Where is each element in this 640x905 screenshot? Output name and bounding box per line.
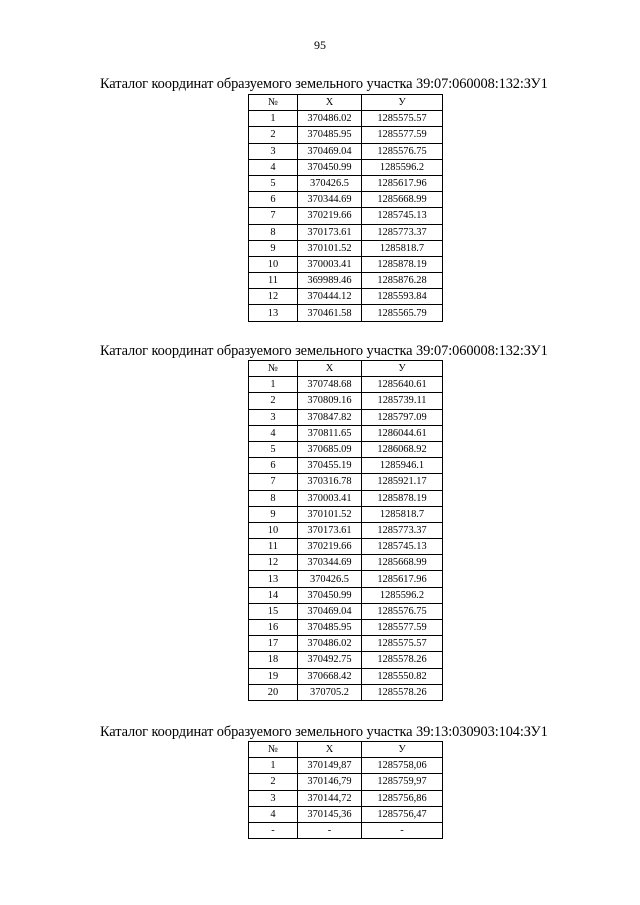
y-coordinate-cell: 1285756,47 bbox=[362, 806, 443, 822]
table-row bbox=[249, 143, 443, 159]
x-coordinate-cell: 370455.19 bbox=[298, 458, 362, 474]
table-header-row bbox=[249, 95, 443, 111]
y-coordinate-cell: 1285640.61 bbox=[362, 377, 443, 393]
table-row bbox=[249, 806, 443, 822]
x-coordinate-cell: 370461.58 bbox=[298, 305, 362, 321]
coordinates-table bbox=[248, 94, 443, 322]
y-coordinate-cell: 1285576.75 bbox=[362, 603, 443, 619]
y-coordinate-cell: 1285550.82 bbox=[362, 668, 443, 684]
point-number-cell: 9 bbox=[249, 240, 298, 256]
y-coordinate-cell: 1285578.26 bbox=[362, 684, 443, 700]
x-coordinate-cell: 370450.99 bbox=[298, 159, 362, 175]
y-coordinate-cell: 1285577.59 bbox=[362, 127, 443, 143]
x-coordinate-cell: 370146,79 bbox=[298, 774, 362, 790]
x-coordinate-cell: 369989.46 bbox=[298, 273, 362, 289]
x-coordinate-cell: - bbox=[298, 822, 362, 838]
table-row bbox=[249, 159, 443, 175]
point-number-cell: 1 bbox=[249, 111, 298, 127]
table-row bbox=[249, 474, 443, 490]
x-coordinate-cell: 370450.99 bbox=[298, 587, 362, 603]
y-coordinate-cell: 1285576.75 bbox=[362, 143, 443, 159]
x-coordinate-cell: 370173.61 bbox=[298, 522, 362, 538]
point-number-cell: 14 bbox=[249, 587, 298, 603]
point-number-cell: 15 bbox=[249, 603, 298, 619]
column-header-x: X bbox=[298, 95, 362, 111]
coordinates-table bbox=[248, 360, 443, 701]
catalog-title: Каталог координат образуемого земельного участка 39:07:060008:132:ЗУ1 bbox=[100, 343, 548, 359]
y-coordinate-cell: 1285946.1 bbox=[362, 458, 443, 474]
table-row bbox=[249, 490, 443, 506]
point-number-cell: 17 bbox=[249, 636, 298, 652]
column-header-number: № bbox=[249, 742, 298, 758]
point-number-cell: 11 bbox=[249, 273, 298, 289]
point-number-cell: 4 bbox=[249, 159, 298, 175]
x-coordinate-cell: 370492.75 bbox=[298, 652, 362, 668]
point-number-cell: 3 bbox=[249, 790, 298, 806]
x-coordinate-cell: 370685.09 bbox=[298, 441, 362, 457]
x-coordinate-cell: 370101.52 bbox=[298, 240, 362, 256]
x-coordinate-cell: 370145,36 bbox=[298, 806, 362, 822]
x-coordinate-cell: 370101.52 bbox=[298, 506, 362, 522]
point-number-cell: - bbox=[249, 822, 298, 838]
point-number-cell: 20 bbox=[249, 684, 298, 700]
point-number-cell: 5 bbox=[249, 441, 298, 457]
y-coordinate-cell: 1285668.99 bbox=[362, 555, 443, 571]
x-coordinate-cell: 370003.41 bbox=[298, 256, 362, 272]
point-number-cell: 8 bbox=[249, 224, 298, 240]
point-number-cell: 13 bbox=[249, 571, 298, 587]
table-row bbox=[249, 175, 443, 191]
y-coordinate-cell: 1285593.84 bbox=[362, 289, 443, 305]
table-row bbox=[249, 506, 443, 522]
point-number-cell: 8 bbox=[249, 490, 298, 506]
x-coordinate-cell: 370486.02 bbox=[298, 111, 362, 127]
x-coordinate-cell: 370668.42 bbox=[298, 668, 362, 684]
column-header-y: У bbox=[362, 95, 443, 111]
y-coordinate-cell: 1285773.37 bbox=[362, 224, 443, 240]
x-coordinate-cell: 370003.41 bbox=[298, 490, 362, 506]
y-coordinate-cell: 1285745.13 bbox=[362, 539, 443, 555]
table-row bbox=[249, 111, 443, 127]
column-header-number: № bbox=[249, 361, 298, 377]
y-coordinate-cell: - bbox=[362, 822, 443, 838]
table-row bbox=[249, 652, 443, 668]
y-coordinate-cell: 1285797.09 bbox=[362, 409, 443, 425]
table-row bbox=[249, 636, 443, 652]
table-row bbox=[249, 240, 443, 256]
x-coordinate-cell: 370444.12 bbox=[298, 289, 362, 305]
point-number-cell: 6 bbox=[249, 458, 298, 474]
point-number-cell: 2 bbox=[249, 393, 298, 409]
x-coordinate-cell: 370426.5 bbox=[298, 571, 362, 587]
x-coordinate-cell: 370811.65 bbox=[298, 425, 362, 441]
x-coordinate-cell: 370426.5 bbox=[298, 175, 362, 191]
x-coordinate-cell: 370316.78 bbox=[298, 474, 362, 490]
table-row bbox=[249, 587, 443, 603]
table-row bbox=[249, 668, 443, 684]
point-number-cell: 6 bbox=[249, 192, 298, 208]
y-coordinate-cell: 1285758,06 bbox=[362, 758, 443, 774]
table-row bbox=[249, 790, 443, 806]
y-coordinate-cell: 1285617.96 bbox=[362, 175, 443, 191]
table-row bbox=[249, 555, 443, 571]
x-coordinate-cell: 370485.95 bbox=[298, 127, 362, 143]
y-coordinate-cell: 1285739.11 bbox=[362, 393, 443, 409]
y-coordinate-cell: 1285773.37 bbox=[362, 522, 443, 538]
point-number-cell: 12 bbox=[249, 289, 298, 305]
y-coordinate-cell: 1285878.19 bbox=[362, 490, 443, 506]
column-header-y: У bbox=[362, 361, 443, 377]
table-row bbox=[249, 273, 443, 289]
table-row bbox=[249, 571, 443, 587]
y-coordinate-cell: 1285878.19 bbox=[362, 256, 443, 272]
table-header-row bbox=[249, 742, 443, 758]
column-header-number: № bbox=[249, 95, 298, 111]
table-header-row bbox=[249, 361, 443, 377]
table-row bbox=[249, 305, 443, 321]
y-coordinate-cell: 1285596.2 bbox=[362, 159, 443, 175]
x-coordinate-cell: 370173.61 bbox=[298, 224, 362, 240]
point-number-cell: 4 bbox=[249, 425, 298, 441]
point-number-cell: 10 bbox=[249, 522, 298, 538]
table-row bbox=[249, 425, 443, 441]
y-coordinate-cell: 1285577.59 bbox=[362, 620, 443, 636]
point-number-cell: 18 bbox=[249, 652, 298, 668]
y-coordinate-cell: 1286068.92 bbox=[362, 441, 443, 457]
catalog-title: Каталог координат образуемого земельного участка 39:07:060008:132:ЗУ1 bbox=[100, 76, 548, 92]
table-row bbox=[249, 620, 443, 636]
y-coordinate-cell: 1285578.26 bbox=[362, 652, 443, 668]
table-row bbox=[249, 377, 443, 393]
x-coordinate-cell: 370469.04 bbox=[298, 143, 362, 159]
x-coordinate-cell: 370847.82 bbox=[298, 409, 362, 425]
x-coordinate-cell: 370344.69 bbox=[298, 192, 362, 208]
catalog-title: Каталог координат образуемого земельного участка 39:13:030903:104:ЗУ1 bbox=[100, 724, 548, 740]
x-coordinate-cell: 370144,72 bbox=[298, 790, 362, 806]
point-number-cell: 3 bbox=[249, 409, 298, 425]
x-coordinate-cell: 370219.66 bbox=[298, 539, 362, 555]
y-coordinate-cell: 1285575.57 bbox=[362, 111, 443, 127]
y-coordinate-cell: 1285759,97 bbox=[362, 774, 443, 790]
x-coordinate-cell: 370486.02 bbox=[298, 636, 362, 652]
point-number-cell: 1 bbox=[249, 758, 298, 774]
column-header-x: X bbox=[298, 361, 362, 377]
table-row bbox=[249, 822, 443, 838]
point-number-cell: 9 bbox=[249, 506, 298, 522]
y-coordinate-cell: 1285818.7 bbox=[362, 240, 443, 256]
table-row bbox=[249, 224, 443, 240]
table-row bbox=[249, 774, 443, 790]
coordinates-table bbox=[248, 741, 443, 839]
y-coordinate-cell: 1285745.13 bbox=[362, 208, 443, 224]
y-coordinate-cell: 1285565.79 bbox=[362, 305, 443, 321]
table-row bbox=[249, 522, 443, 538]
column-header-y: У bbox=[362, 742, 443, 758]
x-coordinate-cell: 370748.68 bbox=[298, 377, 362, 393]
y-coordinate-cell: 1285756,86 bbox=[362, 790, 443, 806]
column-header-x: X bbox=[298, 742, 362, 758]
point-number-cell: 12 bbox=[249, 555, 298, 571]
table-row bbox=[249, 458, 443, 474]
point-number-cell: 4 bbox=[249, 806, 298, 822]
table-row bbox=[249, 289, 443, 305]
table-row bbox=[249, 208, 443, 224]
table-row bbox=[249, 393, 443, 409]
table-row bbox=[249, 758, 443, 774]
point-number-cell: 7 bbox=[249, 208, 298, 224]
table-row bbox=[249, 192, 443, 208]
point-number-cell: 13 bbox=[249, 305, 298, 321]
table-row bbox=[249, 256, 443, 272]
page-number: 95 bbox=[314, 38, 326, 52]
table-row bbox=[249, 603, 443, 619]
y-coordinate-cell: 1285668.99 bbox=[362, 192, 443, 208]
y-coordinate-cell: 1285617.96 bbox=[362, 571, 443, 587]
point-number-cell: 5 bbox=[249, 175, 298, 191]
point-number-cell: 11 bbox=[249, 539, 298, 555]
y-coordinate-cell: 1285876.28 bbox=[362, 273, 443, 289]
point-number-cell: 16 bbox=[249, 620, 298, 636]
point-number-cell: 10 bbox=[249, 256, 298, 272]
point-number-cell: 3 bbox=[249, 143, 298, 159]
y-coordinate-cell: 1285596.2 bbox=[362, 587, 443, 603]
x-coordinate-cell: 370809.16 bbox=[298, 393, 362, 409]
x-coordinate-cell: 370485.95 bbox=[298, 620, 362, 636]
x-coordinate-cell: 370344.69 bbox=[298, 555, 362, 571]
x-coordinate-cell: 370469.04 bbox=[298, 603, 362, 619]
table-row bbox=[249, 127, 443, 143]
table-row bbox=[249, 441, 443, 457]
point-number-cell: 2 bbox=[249, 127, 298, 143]
point-number-cell: 19 bbox=[249, 668, 298, 684]
point-number-cell: 7 bbox=[249, 474, 298, 490]
x-coordinate-cell: 370149,87 bbox=[298, 758, 362, 774]
y-coordinate-cell: 1285818.7 bbox=[362, 506, 443, 522]
table-row bbox=[249, 409, 443, 425]
x-coordinate-cell: 370705.2 bbox=[298, 684, 362, 700]
x-coordinate-cell: 370219.66 bbox=[298, 208, 362, 224]
y-coordinate-cell: 1285921.17 bbox=[362, 474, 443, 490]
y-coordinate-cell: 1286044.61 bbox=[362, 425, 443, 441]
table-row bbox=[249, 684, 443, 700]
y-coordinate-cell: 1285575.57 bbox=[362, 636, 443, 652]
point-number-cell: 1 bbox=[249, 377, 298, 393]
table-row bbox=[249, 539, 443, 555]
point-number-cell: 2 bbox=[249, 774, 298, 790]
